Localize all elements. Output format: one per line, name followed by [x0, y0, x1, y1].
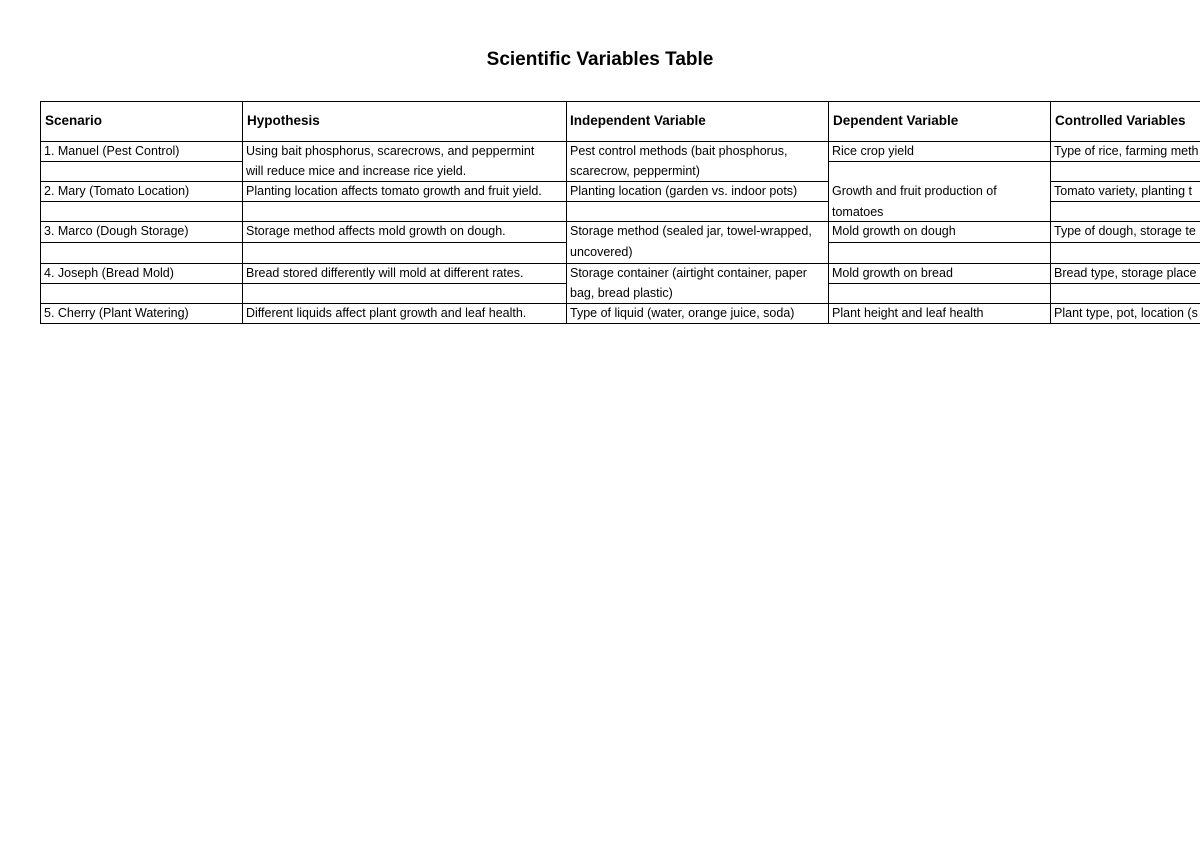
- table-cell: Storage method affects mold growth on dough.: [246, 224, 506, 238]
- table-cell: Growth and fruit production of: [832, 184, 997, 198]
- grid-line: [40, 242, 566, 243]
- grid-line: [40, 101, 1200, 102]
- table-cell: Type of dough, storage te: [1054, 224, 1196, 238]
- grid-line: [1050, 201, 1200, 202]
- table-cell: Type of liquid (water, orange juice, soda): [570, 306, 795, 320]
- table-cell: Plant height and leaf health: [832, 306, 984, 320]
- table-cell: Mold growth on bread: [832, 266, 953, 280]
- grid-line: [828, 161, 1200, 162]
- grid-line: [40, 161, 242, 162]
- table-cell: Bread stored differently will mold at different rates.: [246, 266, 524, 280]
- table-cell: Pest control methods (bait phosphorus,: [570, 144, 788, 158]
- table-cell: scarecrow, peppermint): [570, 164, 700, 178]
- table-cell: tomatoes: [832, 205, 884, 219]
- table-cell: 1. Manuel (Pest Control): [44, 144, 180, 158]
- table-cell: uncovered): [570, 245, 633, 259]
- table-cell: 3. Marco (Dough Storage): [44, 224, 189, 238]
- table-cell: 5. Cherry (Plant Watering): [44, 306, 189, 320]
- table-cell: Rice crop yield: [832, 144, 914, 158]
- grid-line: [566, 101, 567, 324]
- table-cell: Tomato variety, planting t: [1054, 184, 1193, 198]
- grid-line: [242, 101, 243, 324]
- column-header-dependent-variable: Dependent Variable: [833, 113, 959, 128]
- grid-line: [40, 101, 41, 324]
- table-cell: bag, bread plastic): [570, 286, 673, 300]
- table-cell: 4. Joseph (Bread Mold): [44, 266, 174, 280]
- grid-line: [1050, 101, 1051, 324]
- table-cell: Bread type, storage place: [1054, 266, 1197, 280]
- grid-line: [40, 283, 566, 284]
- column-header-independent-variable: Independent Variable: [570, 113, 706, 128]
- grid-line: [40, 201, 828, 202]
- column-header-controlled-variables: Controlled Variables: [1055, 113, 1186, 128]
- grid-line: [828, 242, 1200, 243]
- column-header-hypothesis: Hypothesis: [247, 113, 320, 128]
- table-cell: Storage container (airtight container, paper: [570, 266, 807, 280]
- grid-line: [828, 101, 829, 324]
- table-cell: Plant type, pot, location (s: [1054, 306, 1198, 320]
- table-cell: Using bait phosphorus, scarecrows, and peppermint: [246, 144, 535, 158]
- table-cell: Planting location (garden vs. indoor pots): [570, 184, 798, 198]
- grid-line: [828, 283, 1200, 284]
- page-title: Scientific Variables Table: [486, 49, 714, 70]
- table-cell: Storage method (sealed jar, towel-wrapped,: [570, 224, 812, 238]
- column-header-scenario: Scenario: [45, 113, 103, 128]
- table-cell: Different liquids affect plant growth and leaf health.: [246, 306, 527, 320]
- grid-line: [40, 323, 1200, 324]
- table-cell: Planting location affects tomato growth and fruit yield.: [246, 184, 542, 198]
- table-cell: Mold growth on dough: [832, 224, 956, 238]
- table-cell: 2. Mary (Tomato Location): [44, 184, 190, 198]
- table-cell: will reduce mice and increase rice yield.: [246, 164, 467, 178]
- table-cell: Type of rice, farming meth: [1054, 144, 1199, 158]
